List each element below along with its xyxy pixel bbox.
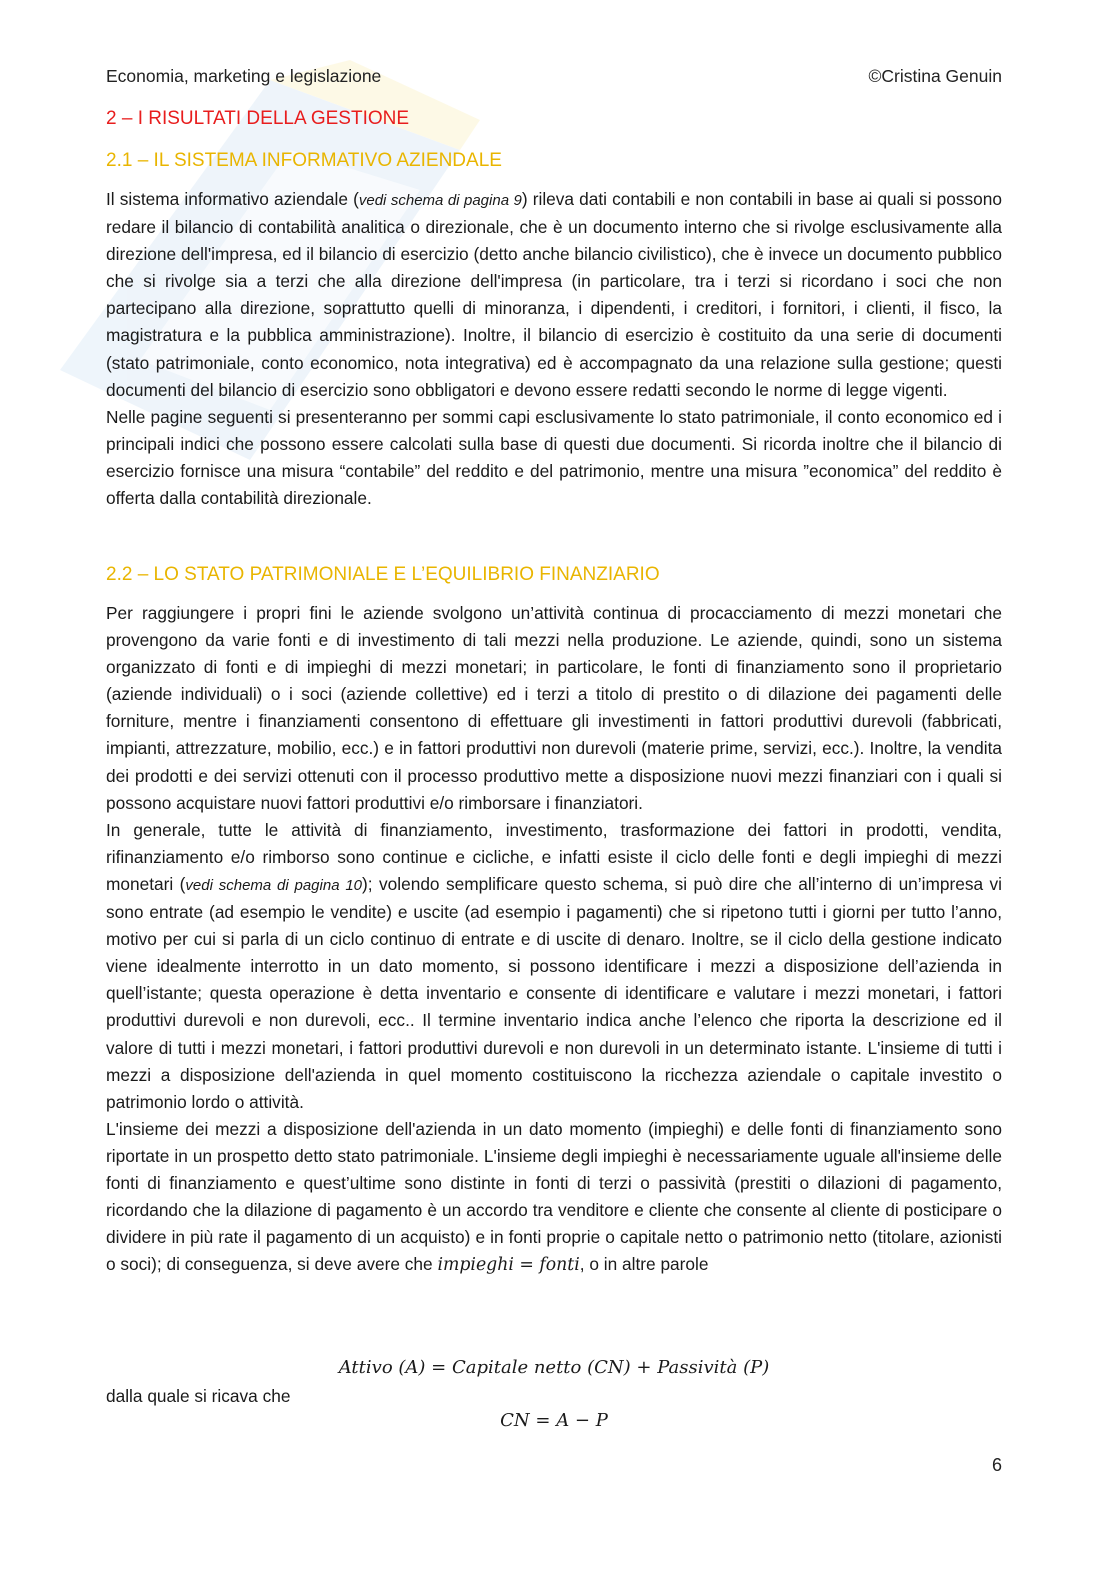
paragraph: dalla quale si ricava che	[106, 1386, 291, 1406]
page-header	[106, 66, 1002, 87]
subsection-title-2-1: 2.1 – IL SISTEMA INFORMATIVO AZIENDALE	[106, 150, 502, 171]
subsection-title-2-2: 2.2 – LO STATO PATRIMONIALE E L’EQUILIBRIO FINANZIARIO	[106, 564, 660, 585]
page-number: 6	[991, 1455, 1002, 1475]
subsection-2-2-body	[106, 600, 1002, 1279]
balance-equation: Attivo (A) = Capitale netto (CN) + Passività (P)	[338, 1357, 770, 1378]
header-subject: Economia, marketing e legislazione	[106, 66, 382, 86]
paragraph: L'insieme dei mezzi a disposizione dell'azienda in un dato momento (impieghi) e delle fonti di finanziamento sono riportate in un prospetto detto stato patrimoniale. L'insieme degli impieghi è necessariamente uguale all'insieme delle fonti di finanziamento e quest’ultime sono distinte in fonti di terzi o passività (prestiti o dilazioni di pagamento, ricordando che la dilazione di pagamento è un accordo tra venditore e cliente che consente al cliente di posticipare o dividere in più rate il pagamento di un acquisto) e in fonti proprie o capitale netto o patrimonio netto (titolare, azionisti o soci); di conseguenza, si deve avere che impieghi = fonti, o in altre parole	[106, 1118, 1002, 1276]
paragraph: Il sistema informativo aziendale (vedi schema di pagina 9) rileva dati contabili e non contabili in base ai quali si possono redare il bilancio di contabilità analitica o direzionale, che è un documento interno che si rivolge esclusivamente alla direzione dell'impresa, ed il bilancio di esercizio (detto anche bilancio civilistico), che è invece un documento pubblico che si rivolge sia a terzi che alla direzione dell'impresa (in particolare, tra i terzi si ricordano i soci che non partecipano alla direzione, soprattutto quelli di minoranza, i dipendenti, i creditori, i fornitori, i clienti, il fisco, la magistratura e la pubblica amministrazione). Inoltre, il bilancio di esercizio è costituito da una serie di documenti (stato patrimoniale, conto economico, nota integrativa) ed è accompagnato da una relazione sulla gestione; questi documenti del bilancio di esercizio sono obbligatori e devono essere redatti secondo le norme di legge vigenti.	[106, 189, 1002, 400]
net-capital-equation: CN = A − P	[500, 1410, 608, 1431]
schema-reference: vedi schema di pagina 9	[358, 192, 522, 209]
paragraph: Nelle pagine seguenti si presenteranno per sommi capi esclusivamente lo stato patrimoniale, il conto economico ed i principali indici che possono essere calcolati sulla base di questi due documenti. Si ricorda inoltre che il bilancio di esercizio fornisce una misura “contabile” del reddito e del patrimonio, mentre una misura ”economica” del reddito è offerta dalla contabilità direzionale.	[106, 406, 1002, 509]
schema-reference: vedi schema di pagina 10	[185, 876, 363, 894]
subsection-2-1-body	[106, 186, 1002, 512]
section-title: 2 – I RISULTATI DELLA GESTIONE	[106, 108, 410, 129]
paragraph: Per raggiungere i propri fini le aziende svolgono un’attività continua di procacciamento di mezzi monetari che provengono da varie fonti e di investimento di tali mezzi nella produzione. Le aziende, quindi, sono un sistema organizzato di fonti e di impieghi di mezzi monetari; in particolare, le fonti di finanziamento sono il proprietario (aziende individuali) o i soci (aziende collettive) ed i terzi a titolo di prestito o di dilazione dei pagamenti delle forniture, mentre i finanziamenti consentono di effettuare gli investimenti in fattori produttivi durevoli (fabbricati, impianti, attrezzature, mobilio, ecc.) e in fattori produttivi non durevoli (materie prime, servizi, ecc.). Inoltre, la vendita dei prodotti e dei servizi ottenuti con il processo produttivo mette a disposizione nuovi mezzi finanziari con i quali si possono acquistare nuovi fattori produttivi e/o rimborsare i finanziatori.	[106, 603, 1002, 813]
header-author: ©Cristina Genuin	[868, 66, 1002, 86]
paragraph: In generale, tutte le attività di finanziamento, investimento, trasformazione dei fattori in prodotti, vendita, rifinanziamento e/o rimborso sono continue e cicliche, e infatti esiste il ciclo delle fonti e degli impieghi di mezzi monetari (vedi schema di pagina 10); volendo semplificare questo schema, si può dire che all’interno di un’impresa vi sono entrate (ad esempio le vendite) e uscite (ad esempio i pagamenti) che si ripetono tutti i giorni per tutto l’anno, motivo per cui si parla di un ciclo continuo di entrate e di uscite di denaro. Inoltre, se il ciclo della gestione indicato viene idealmente interrotto in un dato momento, si possono identificare i mezzi a disposizione dell’azienda in quell’istante; questa operazione è detta inventario e consente di identificare e valutare i mezzi monetari, i fattori produttivi durevoli e non durevoli, ecc.. Il termine inventario indica anche l’elenco che riporta la descrizione ed il valore di tutti i mezzi monetari, i fattori produttivi durevoli e non durevoli in un determinato istante. L'insieme di tutti i mezzi a disposizione dell'azienda in quel momento costituiscono la ricchezza aziendale o capitale investito o patrimonio lordo o attività.	[106, 819, 1003, 1112]
inline-equation: impieghi = fonti	[437, 1255, 580, 1276]
